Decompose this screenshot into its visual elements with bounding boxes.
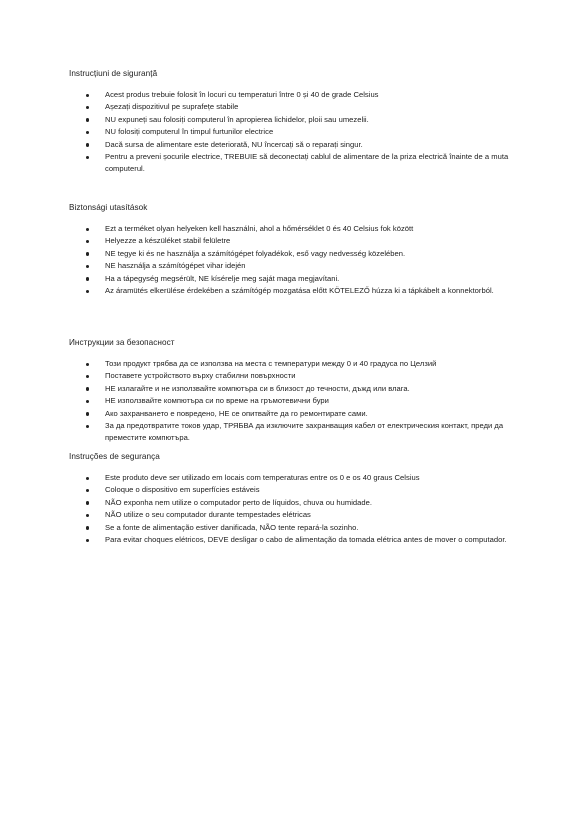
list-item [69,285,529,297]
section-title: Instruções de segurança [69,452,160,461]
bullet-icon [86,387,89,390]
safety-section-romanian [69,68,529,176]
bullet-icon [86,252,89,255]
bullet-icon [86,131,89,134]
instruction-list [69,89,529,176]
list-item-text: Az áramütés elkerülése érdekében a számítógép mozgatása előtt KÖTELEZŐ húzza ki a tápkábelt a konnektorból. [105,286,494,296]
instruction-list [69,223,529,297]
list-item [69,484,529,496]
list-item [69,395,529,407]
list-item [69,101,529,113]
list-item [69,139,529,151]
bullet-icon [86,156,89,159]
list-item [69,534,529,546]
bullet-icon [86,526,89,529]
list-item [69,370,529,382]
list-item-text: NE használja a számítógépet vihar idején [105,261,246,271]
list-item-text: Este produto deve ser utilizado em locais com temperaturas entre os 0 e os 40 graus Celsius [105,473,420,482]
instruction-list [69,358,529,445]
bullet-icon [86,228,89,231]
section-title: Инструкции за безопасност [69,338,175,347]
list-item [69,114,529,126]
bullet-icon [86,118,89,121]
bullet-icon [86,501,89,504]
list-item-text: НЕ излагайте и не използвайте компютъра си в близост до течности, дъжд или влага. [105,383,410,393]
list-item-text: NU expuneți sau folosiți computerul în apropierea lichidelor, ploii sau umezelii. [105,114,369,124]
list-item [69,89,529,101]
bullet-icon [86,400,89,403]
section-title: Instrucțiuni de siguranță [69,69,158,78]
list-item-text: NE tegye ki és ne használja a számítógépet folyadékok, eső vagy nedvesség közelében. [105,248,406,258]
list-item-text: Поставете устройството върху стабилни повърхности [105,371,296,381]
list-item-text: НЕ използвайте компютъра си по време на гръмотевични бури [105,396,329,406]
list-item-text: Този продукт трябва да се използва на места с температури между 0 и 40 градуса по Целзий [105,359,437,368]
list-item-text: За да предотвратите токов удар, ТРЯБВА да изключите захранващия кабел от електрическия контакт, преди да преместите компютъра. [105,421,504,443]
list-item-text: Dacă sursa de alimentare este deteriorată, NU încercați să o reparați singur. [105,139,363,149]
list-item [69,235,529,247]
list-item [69,497,529,509]
bullet-icon [86,277,89,280]
list-item-text: NÃO utilize o seu computador durante tempestades elétricas [105,510,311,520]
list-item-text: Așezați dispozitivul pe suprafețe stabile [105,102,239,112]
list-item [69,509,529,521]
list-item [69,223,529,235]
safety-section-portuguese [69,451,529,546]
bullet-icon [86,425,89,428]
list-item-text: Ha a tápegység megsérült, NE kísérelje meg saját maga megjavítani. [105,273,340,283]
list-item [69,383,529,395]
bullet-icon [86,477,89,480]
list-item [69,472,529,484]
list-item-text: Se a fonte de alimentação estiver danificada, NÃO tente repará-la sozinho. [105,522,359,532]
bullet-icon [86,375,89,378]
list-item-text: Ако захранването е повредено, НЕ се опитвайте да го ремонтирате сами. [105,408,368,418]
bullet-icon [86,240,89,243]
list-item [69,260,529,272]
list-item-text: Pentru a preveni șocurile electrice, TREBUIE să deconectați cablul de alimentare de la priza electrică înainte de a muta computerul. [105,152,509,174]
bullet-icon [86,143,89,146]
list-item [69,126,529,138]
list-item-text: Helyezze a készüléket stabil felületre [105,236,231,246]
safety-section-hungarian [69,202,529,297]
list-item-text: Ezt a terméket olyan helyeken kell használni, ahol a hőmérséklet 0 és 40 Celsius fok között [105,224,414,233]
safety-section-bulgarian [69,337,529,445]
bullet-icon [86,363,89,366]
instruction-list [69,472,529,546]
list-item [69,273,529,285]
bullet-icon [86,94,89,97]
list-item-text: NÃO exponha nem utilize o computador perto de líquidos, chuva ou humidade. [105,497,373,507]
bullet-icon [86,539,89,542]
list-item [69,522,529,534]
bullet-icon [86,489,89,492]
bullet-icon [86,412,89,415]
bullet-icon [86,514,89,517]
section-title: Biztonsági utasítások [69,203,148,212]
list-item [69,358,529,370]
bullet-icon [86,290,89,293]
bullet-icon [86,106,89,109]
list-item [69,420,529,445]
list-item-text: Para evitar choques elétricos, DEVE desligar o cabo de alimentação da tomada elétrica antes de mover o computador. [105,535,507,545]
list-item [69,408,529,420]
list-item-text: Acest produs trebuie folosit în locuri cu temperaturi între 0 și 40 de grade Celsius [105,90,379,99]
list-item-text: NU folosiți computerul în timpul furtunilor electrice [105,127,274,137]
list-item [69,248,529,260]
bullet-icon [86,265,89,268]
list-item [69,151,529,176]
list-item-text: Coloque o dispositivo em superfícies estáveis [105,485,260,495]
